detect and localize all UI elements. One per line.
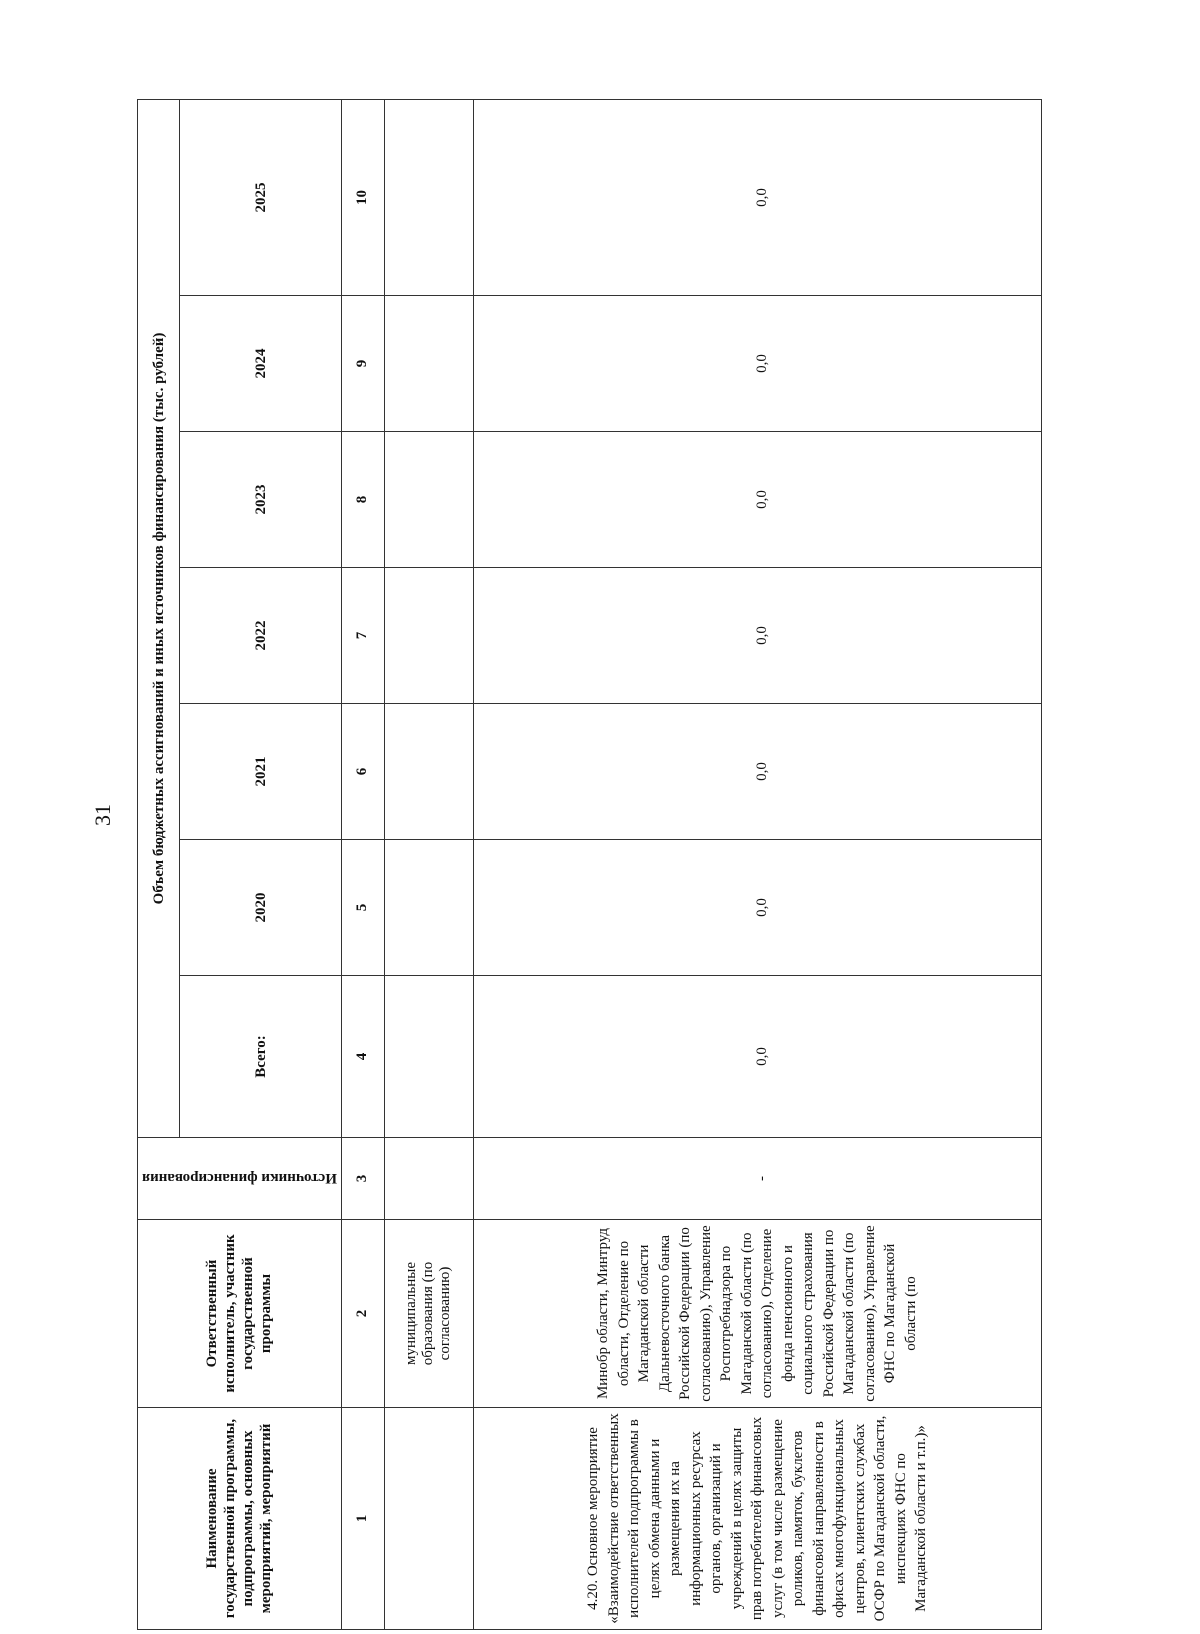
header-total: Всего: xyxy=(180,976,342,1138)
row-value-2023: 0,0 xyxy=(473,432,1041,568)
column-number: 5 xyxy=(341,840,384,976)
row-source xyxy=(384,1138,473,1220)
column-number: 7 xyxy=(341,568,384,704)
row-name xyxy=(384,1408,473,1630)
column-numbers-row xyxy=(341,99,384,1629)
row-name: 4.20. Основное мероприятие «Взаимодействие ответственных исполнителей подпрограммы в целях обмена данными и размещения их на информационных ресурсах органов, организаций и учреждений в целях защиты прав потребителей финансовых услуг (в том числе размещение роликов, памяток, буклетов финансовой направленности в офисах многофункциональных центров, клиентских службах ОСФР по Магаданской области, инспекциях ФНС по Магаданской области и т.п.)» xyxy=(473,1408,1041,1630)
header-funding-group: Объем бюджетных ассигнований и иных источников финансирования (тыс. рублей) xyxy=(138,99,180,1137)
column-number: 10 xyxy=(341,99,384,295)
column-number: 4 xyxy=(341,976,384,1138)
table-row xyxy=(473,99,1041,1629)
column-number: 8 xyxy=(341,432,384,568)
column-number: 9 xyxy=(341,296,384,432)
header-year-2023: 2023 xyxy=(180,432,342,568)
row-value-2022 xyxy=(384,568,473,704)
row-value-2023 xyxy=(384,432,473,568)
header-year-2022: 2022 xyxy=(180,568,342,704)
column-number: 3 xyxy=(341,1138,384,1220)
row-value-2024 xyxy=(384,296,473,432)
header-year-2020: 2020 xyxy=(180,840,342,976)
row-value-2022: 0,0 xyxy=(473,568,1041,704)
row-value-2025: 0,0 xyxy=(473,99,1041,295)
header-source xyxy=(138,1138,342,1220)
row-value-2020: 0,0 xyxy=(473,840,1041,976)
financing-table xyxy=(137,99,1042,1630)
row-value-total xyxy=(384,976,473,1138)
header-year-2021: 2021 xyxy=(180,704,342,840)
header-name: Наименование государственной программы, подпрограммы, основных мероприятий, мероприятий xyxy=(138,1408,342,1630)
column-number: 1 xyxy=(341,1408,384,1630)
header-source-text: Источники финансирования xyxy=(142,1170,337,1187)
header-year-2025: 2025 xyxy=(180,99,342,295)
row-value-2021 xyxy=(384,704,473,840)
financing-table-sheet xyxy=(137,100,1042,1630)
column-number: 6 xyxy=(341,704,384,840)
table-row xyxy=(384,99,473,1629)
header-executor: Ответственный исполнитель, участник государственной программы xyxy=(138,1220,342,1408)
row-executor: Минобр области, Минтруд области, Отделение по Магаданской области Дальневосточного банка Российской Федерации (по согласованию), Управление Роспотребнадзора по Магаданской области (по согласованию), Отделение фонда пенсионного и социального страхования Российской Федерации по Магаданской области (по согласованию), Управление ФНС по Магаданской области (по xyxy=(473,1220,1041,1408)
row-value-total: 0,0 xyxy=(473,976,1041,1138)
row-executor: муниципальные образования (по согласованию) xyxy=(384,1220,473,1408)
row-value-2021: 0,0 xyxy=(473,704,1041,840)
row-value-2020 xyxy=(384,840,473,976)
column-number: 2 xyxy=(341,1220,384,1408)
header-year-2024: 2024 xyxy=(180,296,342,432)
page-number: 31 xyxy=(90,804,115,826)
row-source: - xyxy=(473,1138,1041,1220)
row-value-2025 xyxy=(384,99,473,295)
row-value-2024: 0,0 xyxy=(473,296,1041,432)
